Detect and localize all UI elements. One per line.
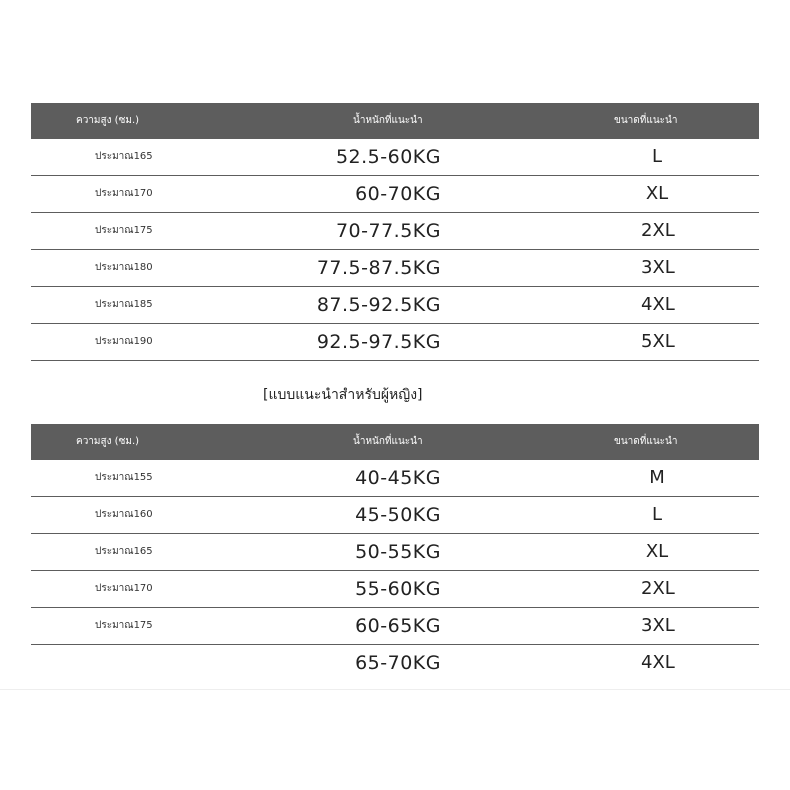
size-cell: 2XL	[641, 220, 675, 241]
weight-cell: 52.5-60KG	[335, 146, 441, 168]
size-cell: L	[651, 504, 663, 525]
table-header	[31, 103, 759, 139]
weight-cell: 45-50KG	[355, 504, 441, 526]
table-row	[31, 608, 759, 645]
men-size-table	[31, 103, 759, 361]
weight-column-header: น้ำหนักที่แนะนำ	[353, 115, 423, 126]
height-cell: ประมาณ160	[95, 509, 153, 520]
weight-cell: 40-45KG	[355, 467, 441, 489]
table-row	[31, 213, 759, 250]
weight-cell: 60-65KG	[355, 615, 441, 637]
size-cell: XL	[645, 183, 669, 204]
height-cell: ประมาณ170	[95, 583, 153, 594]
weight-cell: 65-70KG	[355, 652, 441, 674]
bottom-divider	[0, 689, 790, 690]
height-cell: ประมาณ190	[95, 336, 153, 347]
weight-cell: 87.5-92.5KG	[316, 294, 441, 316]
table-row	[31, 139, 759, 176]
table-row	[31, 287, 759, 324]
table-row	[31, 324, 759, 361]
weight-cell: 55-60KG	[355, 578, 441, 600]
table-row	[31, 460, 759, 497]
table-row	[31, 250, 759, 287]
women-table-caption: [แบบแนะนำสำหรับผู้หญิง]	[263, 387, 423, 403]
size-column-header: ขนาดที่แนะนำ	[614, 436, 678, 447]
table-row	[31, 645, 759, 681]
height-cell: ประมาณ165	[95, 546, 153, 557]
size-cell: 3XL	[641, 257, 675, 278]
height-cell: ประมาณ185	[95, 299, 153, 310]
size-cell: 2XL	[641, 578, 675, 599]
height-column-header: ความสูง (ซม.)	[76, 115, 140, 126]
size-cell: M	[649, 467, 665, 488]
height-cell: ประมาณ165	[95, 151, 153, 162]
table-row	[31, 176, 759, 213]
height-cell: ประมาณ180	[95, 262, 153, 273]
weight-cell: 70-77.5KG	[335, 220, 441, 242]
women-size-table	[31, 424, 759, 681]
size-cell: 3XL	[641, 615, 675, 636]
table-row	[31, 571, 759, 608]
weight-cell: 92.5-97.5KG	[316, 331, 441, 353]
size-cell: 5XL	[641, 331, 675, 352]
height-cell: ประมาณ175	[95, 225, 153, 236]
size-cell: L	[651, 146, 663, 167]
table-row	[31, 497, 759, 534]
height-cell: ประมาณ170	[95, 188, 153, 199]
height-cell: ประมาณ175	[95, 620, 153, 631]
weight-cell: 77.5-87.5KG	[316, 257, 441, 279]
size-cell: XL	[645, 541, 669, 562]
height-cell: ประมาณ155	[95, 472, 153, 483]
height-column-header: ความสูง (ซม.)	[76, 436, 140, 447]
size-column-header: ขนาดที่แนะนำ	[614, 115, 678, 126]
table-header	[31, 424, 759, 460]
weight-cell: 60-70KG	[355, 183, 441, 205]
size-cell: 4XL	[641, 294, 675, 315]
weight-cell: 50-55KG	[355, 541, 441, 563]
weight-column-header: น้ำหนักที่แนะนำ	[353, 436, 423, 447]
size-cell: 4XL	[641, 652, 675, 673]
table-row	[31, 534, 759, 571]
